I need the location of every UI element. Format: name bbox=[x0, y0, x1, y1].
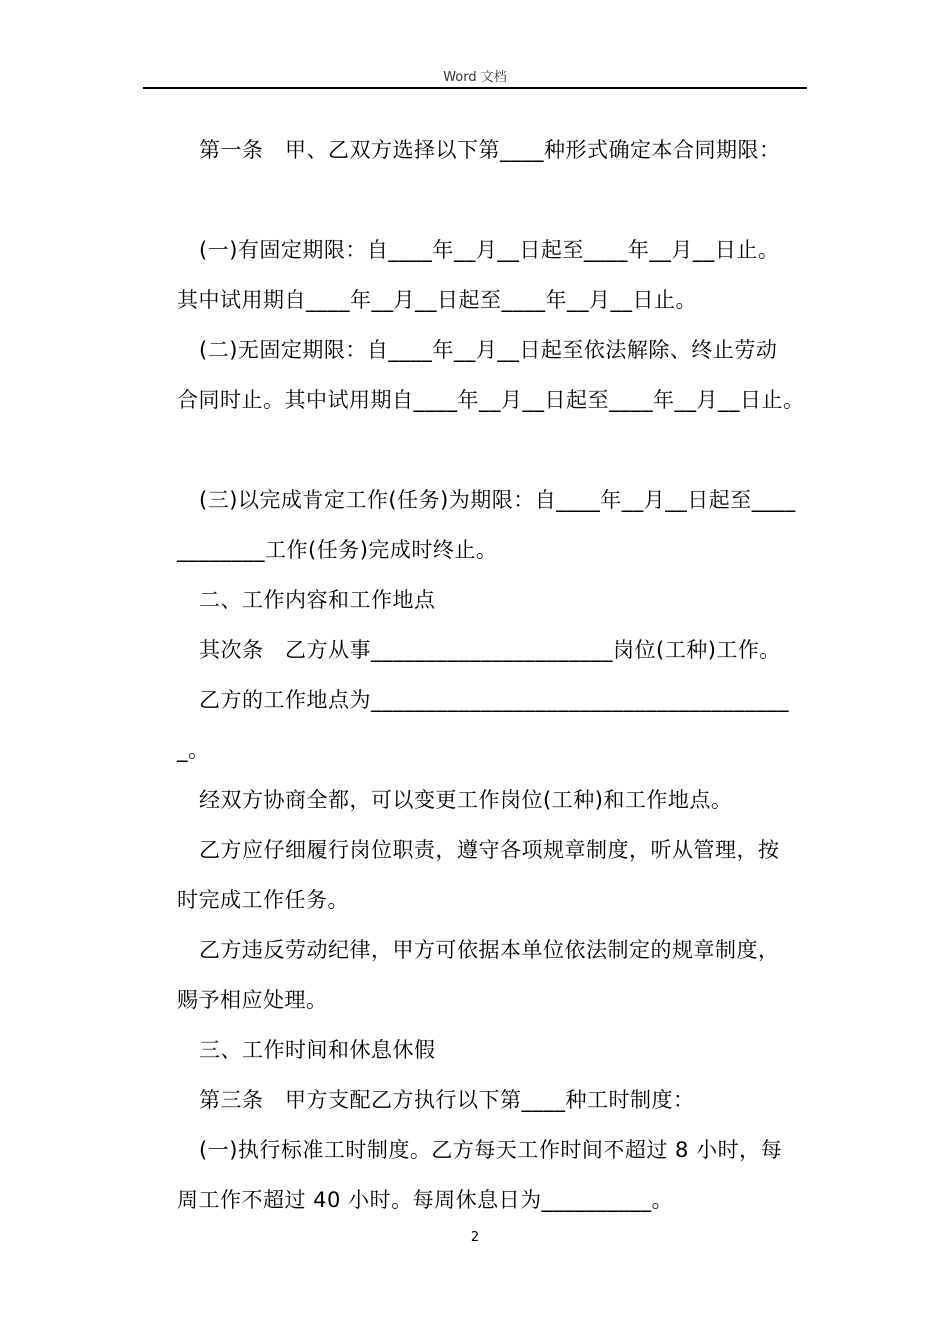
paragraph-line: (三)以完成肯定工作(任务)为期限：自____年__月__日起至____ bbox=[199, 488, 796, 512]
paragraph-line: 经双方协商全都，可以变更工作岗位(工种)和工作地点。 bbox=[199, 788, 733, 812]
paragraph-line: 其次条 乙方从事______________________岗位(工种)工作。 bbox=[199, 638, 781, 662]
paragraph-line: (一)有固定期限：自____年__月__日起至____年__月__日止。 bbox=[199, 238, 780, 262]
paragraph-line: 乙方应仔细履行岗位职责，遵守各项规章制度，听从管理，按 bbox=[199, 838, 780, 862]
paragraph-line: 周工作不超过 40 小时。每周休息日为__________。 bbox=[177, 1188, 674, 1212]
header-rule bbox=[143, 87, 807, 89]
page-number: 2 bbox=[470, 1230, 480, 1245]
page-header-title: Word 文档 bbox=[443, 70, 507, 85]
paragraph-line: 时完成工作任务。 bbox=[177, 888, 349, 912]
paragraph-line: ________工作(任务)完成时终止。 bbox=[177, 538, 498, 562]
paragraph-line: (二)无固定期限：自____年__月__日起至依法解除、终止劳动 bbox=[199, 338, 778, 362]
section-heading: 二、工作内容和工作地点 bbox=[199, 588, 436, 612]
paragraph-line: 第一条 甲、乙双方选择以下第____种形式确定本合同期限： bbox=[199, 138, 781, 162]
paragraph-line: 乙方违反劳动纪律，甲方可依据本单位依法制定的规章制度， bbox=[199, 938, 780, 962]
paragraph-line: 赐予相应处理。 bbox=[177, 988, 328, 1012]
paragraph-line: _。 bbox=[177, 738, 210, 762]
paragraph-line: 第三条 甲方支配乙方执行以下第____种工时制度： bbox=[199, 1088, 695, 1112]
section-heading: 三、工作时间和休息休假 bbox=[199, 1038, 436, 1062]
paragraph-line: (一)执行标准工时制度。乙方每天工作时间不超过 8 小时，每 bbox=[199, 1138, 783, 1162]
paragraph-line: 乙方的工作地点为______________________________________ bbox=[199, 688, 789, 712]
paragraph-line: 合同时止。其中试用期自____年__月__日起至____年__月__日止。 bbox=[177, 388, 805, 412]
paragraph-line: 其中试用期自____年__月__日起至____年__月__日止。 bbox=[177, 288, 697, 312]
